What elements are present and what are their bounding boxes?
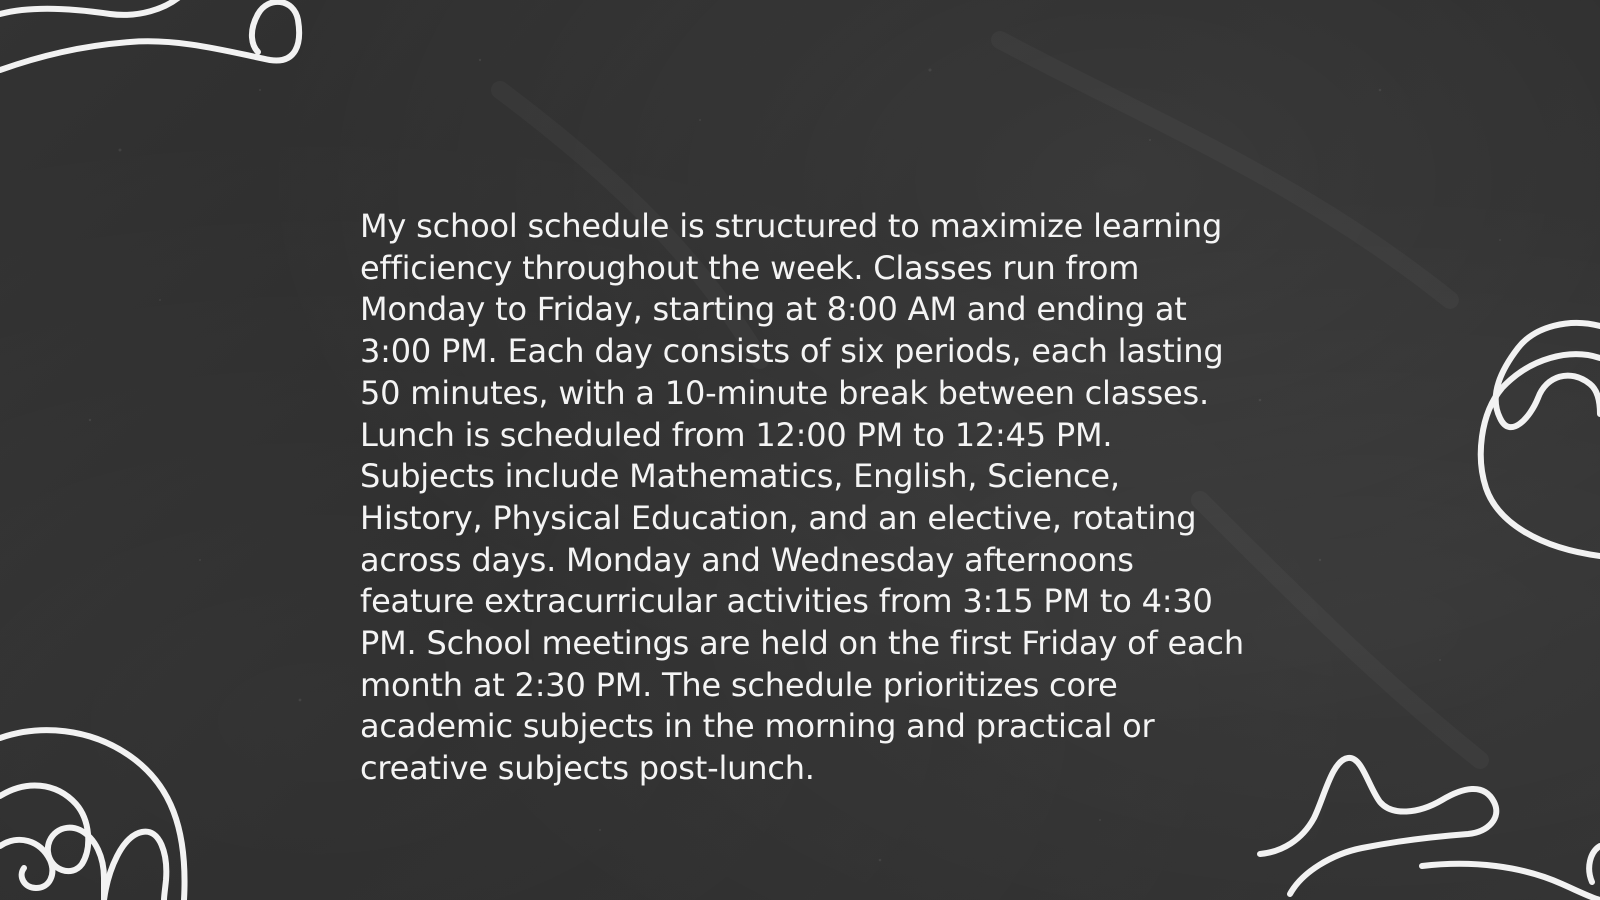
chalk-squiggle-bottom-left [0, 728, 200, 900]
chalk-squiggle-top-left [0, 0, 320, 90]
chalk-squiggle-bottom-right [1262, 756, 1600, 900]
schedule-description: My school schedule is structured to maximize learning efficiency throughout the week. Classes run from Monday to Friday, starting at 8:00 AM and ending at 3:00 PM. Each day consists of six periods, each lasting 50 minutes, with a 10-minute break between classes. Lunch is scheduled from 12:00 PM to 12:45 PM. Subjects include Mathematics, English, Science, History, Physical Education, and an elective, rotating across days. Monday and Wednesday afternoons feature extracurricular activities from 3:15 PM to 4:30 PM. School meetings are held on the first Friday of each month at 2:30 PM. The schedule prioritizes core academic subjects in the morning and practical or creative subjects post-lunch. [360, 207, 1244, 788]
chalk-squiggle-right [1480, 318, 1600, 568]
